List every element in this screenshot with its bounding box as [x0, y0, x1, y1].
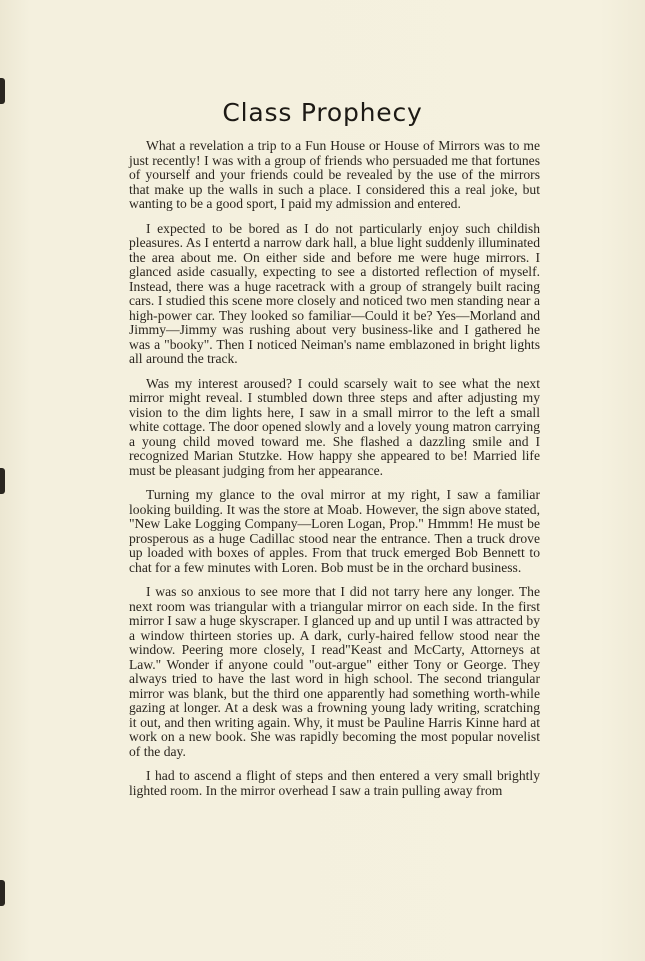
- paragraph: What a revelation a trip to a Fun House or House of Mirrors was to me just recently! I was with a group of friends who persuaded me that fortunes of yourself and your friends could be revealed by the use of the mirrors that make up the walls in such a place. I considered this a real joke, but wanting to be a good sport, I paid my admission and entered.: [129, 138, 540, 211]
- paragraph: I was so anxious to see more that I did not tarry here any longer. The next room was triangular with a triangular mirror on each side. In the first mirror I saw a huge skyscraper. I glanced up and up until I was attracted by a window thirteen stories up. A dark, curly-haired fellow stood near the window. Peering more closely, I read"Keast and McCarty, Attorneys at Law." Wonder if anyone could "out-argue" either Tony or George. They always tried to have the last word in high school. The second triangular mirror was blank, but the third one apparently had something worth-while gazing at longer. At a desk was a frowning young lady writing, scratching it out, and then writing again. Why, it must be Pauline Harris Kinne hard at work on a new book. She was rapidly becoming the most popular novelist of the day.: [129, 584, 540, 759]
- binding-hole: [0, 468, 5, 494]
- paragraph: Was my interest aroused? I could scarsely wait to see what the next mirror might reveal. I stumbled down three steps and after adjusting my vision to the dim lights here, I saw in a small mirror to the left a small white cottage. The door opened slowly and a lovely young matron carrying a young child moved toward me. She flashed a dazzling smile and I recognized Marian Stutzke. How happy she appeared to be! Married life must be pleasant judging from her appearance.: [129, 375, 540, 478]
- paragraph: Turning my glance to the oval mirror at my right, I saw a familiar looking building. It was the store at Moab. However, the sign above stated, "New Lake Logging Company—Loren Logan, Prop." Hmmm! He must be prosperous as a huge Cadillac stood near the entrance. Then a truck drove up loaded with boxes of apples. From that truck emerged Bob Bennett to chat for a few minutes with Loren. Bob must be in the orchard business.: [129, 487, 540, 575]
- paragraph: I had to ascend a flight of steps and then entered a very small brightly lighted room. In the mirror overhead I saw a train pulling away from: [129, 768, 540, 798]
- binding-hole: [0, 880, 5, 906]
- page-title: Class Prophecy: [222, 98, 423, 127]
- paragraph: I expected to be bored as I do not particularly enjoy such childish pleasures. As I entertd a narrow dark hall, a blue light suddenly illuminated the area about me. On either side and before me were huge mirrors. I glanced aside casually, expecting to see a distorted reflection of myself. Instead, there was a huge racetrack with a group of strangely built racing cars. I studied this scene more closely and noticed two men standing near a high-power car. They looked so familiar—Could it be? Yes—Morland and Jimmy—Jimmy was rushing about very business-like and I gathered he was a "booky". Then I noticed Neiman's name emblazoned in bright lights all around the track.: [129, 220, 540, 366]
- article-body: [129, 139, 540, 808]
